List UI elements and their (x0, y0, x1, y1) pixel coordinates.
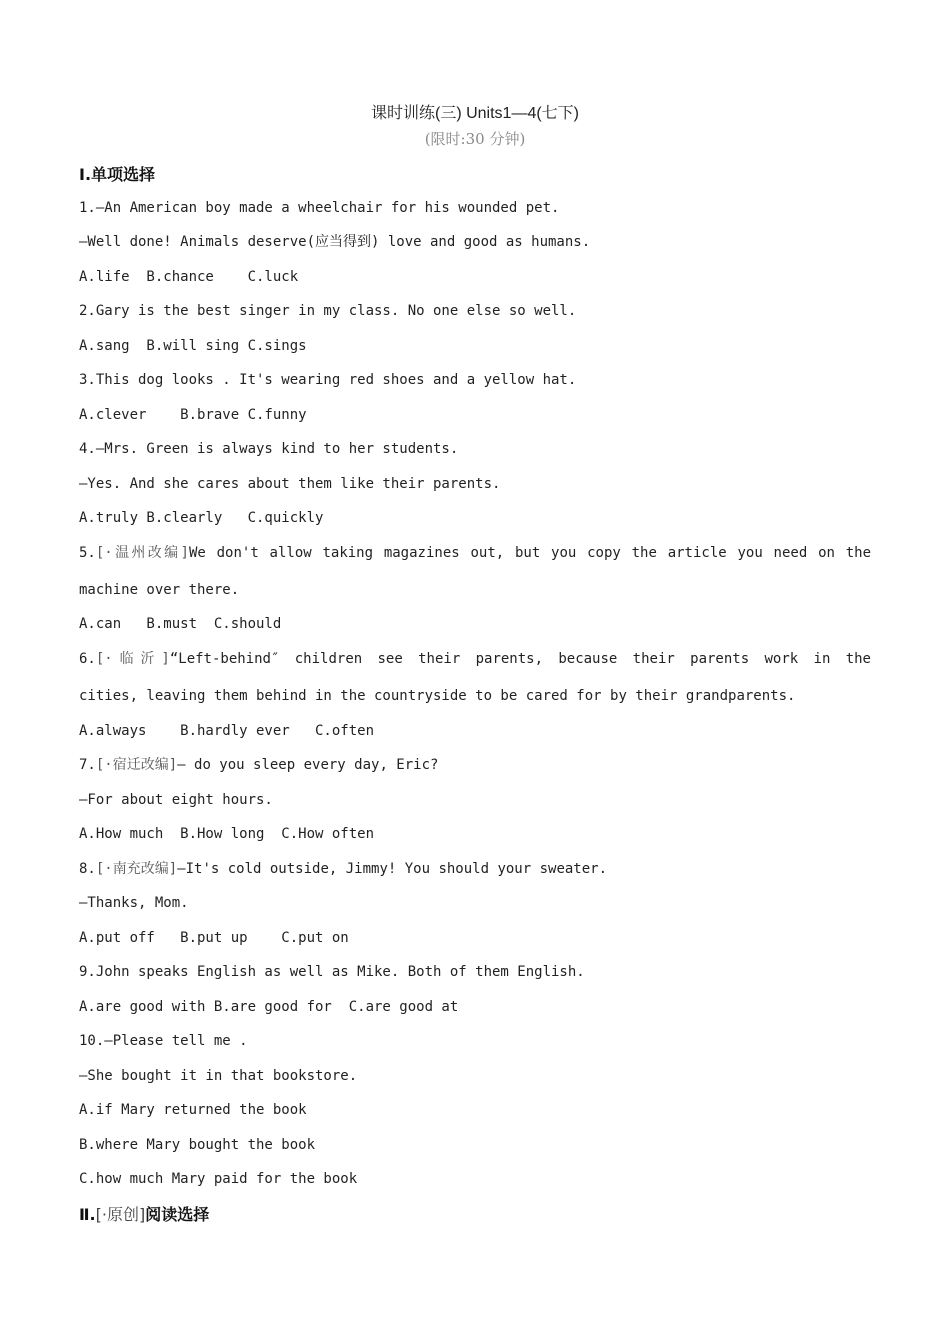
question-10-stem: 10.—Please tell me . (79, 1033, 248, 1049)
question-8-reply: —Thanks, Mom. (79, 895, 189, 911)
question-5-stem (79, 543, 871, 563)
source-tag: [·温州改编] (95, 545, 189, 561)
question-7-reply: —For about eight hours. (79, 792, 273, 808)
question-6-options: A.always B.hardly ever C.often (79, 723, 375, 739)
question-number: 8. (79, 861, 96, 877)
section-heading-1: Ⅰ.单项选择 (79, 165, 156, 184)
question-4-reply: —Yes. And she cares about them like their parents. (79, 476, 501, 492)
question-7-stem (79, 755, 871, 775)
question-1-options: A.life B.chance C.luck (79, 269, 299, 285)
question-3-options: A.clever B.brave C.funny (79, 407, 307, 423)
question-1-reply: —Well done! Animals deserve(应当得到) love and good as humans. (79, 234, 591, 250)
question-number: 7. (79, 757, 96, 773)
question-1-stem: 1.—An American boy made a wheelchair for his wounded pet. (79, 200, 560, 216)
question-text: — do you sleep every day, Eric? (177, 757, 439, 773)
question-10-option-a: A.if Mary returned the book (79, 1102, 307, 1118)
question-text: “Left-behind″ children see their parents, because their parents work in the (169, 651, 871, 667)
question-7-options: A.How much B.How long C.How often (79, 826, 375, 842)
section-title: 阅读选择 (145, 1205, 210, 1224)
question-5-options: A.can B.must C.should (79, 616, 282, 632)
question-8-stem (79, 859, 871, 879)
source-tag: [·临沂] (95, 651, 170, 667)
source-tag: [·原创] (95, 1205, 146, 1224)
question-10-reply: —She bought it in that bookstore. (79, 1068, 358, 1084)
question-text: We don't allow taking magazines out, but you copy the article you need on the (188, 545, 871, 561)
source-tag: [·宿迁改编] (95, 757, 178, 773)
question-9-stem: 9.John speaks English as well as Mike. Both of them English. (79, 964, 585, 980)
question-10-option-b: B.where Mary bought the book (79, 1137, 316, 1153)
question-2-stem: 2.Gary is the best singer in my class. No one else so well. (79, 303, 577, 319)
source-tag: [·南充改编] (95, 861, 178, 877)
question-3-stem: 3.This dog looks . It's wearing red shoes and a yellow hat. (79, 372, 577, 388)
question-9-options: A.are good with B.are good for C.are good at (79, 999, 459, 1015)
section-heading-2 (79, 1202, 209, 1225)
question-6-stem (79, 649, 871, 669)
question-8-options: A.put off B.put up C.put on (79, 930, 349, 946)
question-number: 5. (79, 545, 96, 561)
question-text: —It's cold outside, Jimmy! You should your sweater. (177, 861, 608, 877)
question-6-stem-cont: cities, leaving them behind in the countryside to be cared for by their grandparents. (79, 688, 796, 704)
question-4-stem: 4.—Mrs. Green is always kind to her students. (79, 441, 459, 457)
question-5-stem-cont: machine over there. (79, 582, 240, 598)
question-number: 6. (79, 651, 96, 667)
time-limit: (限时:30 分钟) (424, 130, 526, 148)
question-10-option-c: C.how much Mary paid for the book (79, 1171, 358, 1187)
question-4-options: A.truly B.clearly C.quickly (79, 510, 324, 526)
question-2-options: A.sang B.will sing C.sings (79, 338, 307, 354)
section-number: Ⅱ. (79, 1205, 96, 1224)
page-title: 课时训练(三) Units1—4(七下) (370, 105, 579, 122)
